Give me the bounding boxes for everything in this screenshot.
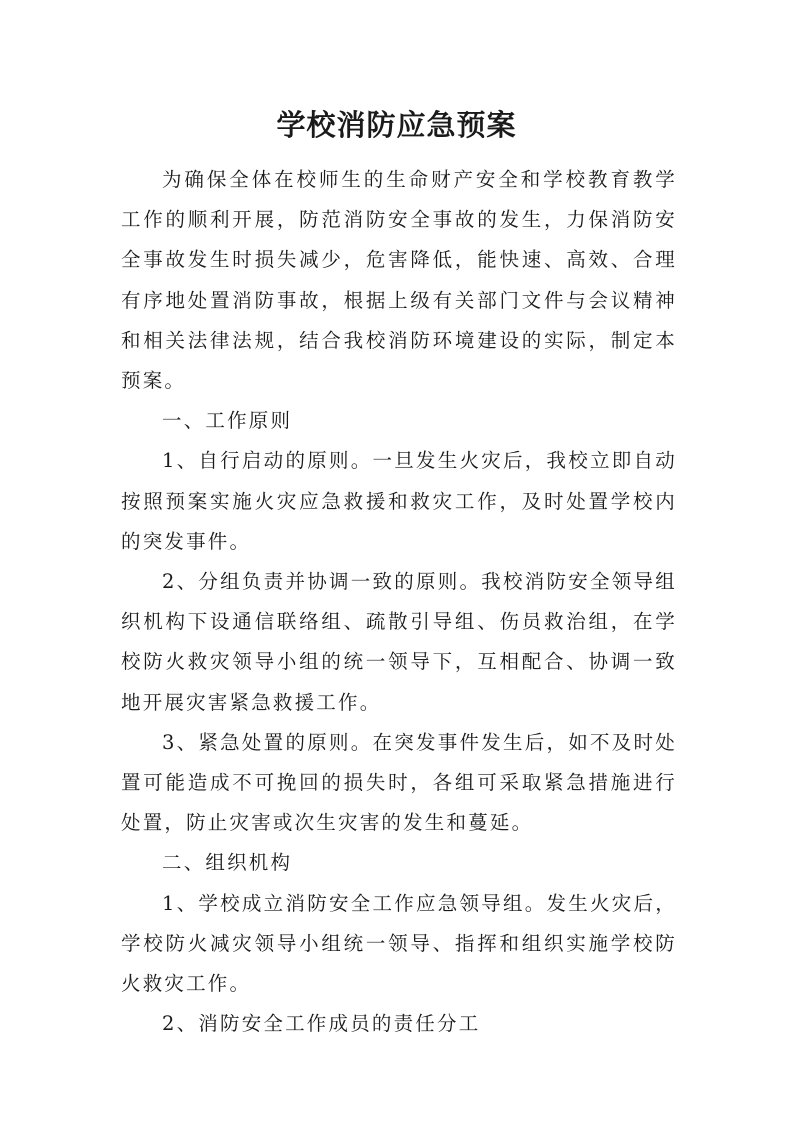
principle-group-coordination-paragraph: 2、分组负责并协调一致的原则。我校消防安全领导组织机构下设通信联络组、疏散引导组、伤员救治组，在学校防火救灾领导小组的统一领导下，互相配合、协调一致地开展灾害紧急救援工作。 [121,570,677,714]
intro-paragraph: 为确保全体在校师生的生命财产安全和学校教育教学工作的顺利开展，防范消防安全事故的发生，力保消防安全事故发生时损失减少，危害降低，能快速、高效、合理有序地处置消防事故，根据上级有关部门文件与会议精神和相关法律法规，结合我校消防环境建设的实际，制定本预案。 [121,168,677,393]
principle-emergency-handling-paragraph: 3、紧急处置的原则。在突发事件发生后，如不及时处置可能造成不可挽回的损失时，各组可采取紧急措施进行处置，防止灾害或次生灾害的发生和蔓延。 [121,730,677,835]
organization-leadership-paragraph: 1、学校成立消防安全工作应急领导组。发生火灾后，学校防火减灾领导小组统一领导、指挥和组织实施学校防火救灾工作。 [121,891,677,996]
principle-self-start-paragraph: 1、自行启动的原则。一旦发生火灾后，我校立即自动按照预案实施火灾应急救援和救灾工作，及时处置学校内的突发事件。 [121,449,677,553]
section-heading-work-principles: 一、工作原则 [162,409,293,433]
document-title: 学校消防应急预案 [276,108,517,142]
organization-responsibilities-paragraph: 2、消防安全工作成员的责任分工 [162,1012,481,1036]
document-body [121,160,677,1044]
section-heading-organization: 二、组织机构 [162,851,293,875]
